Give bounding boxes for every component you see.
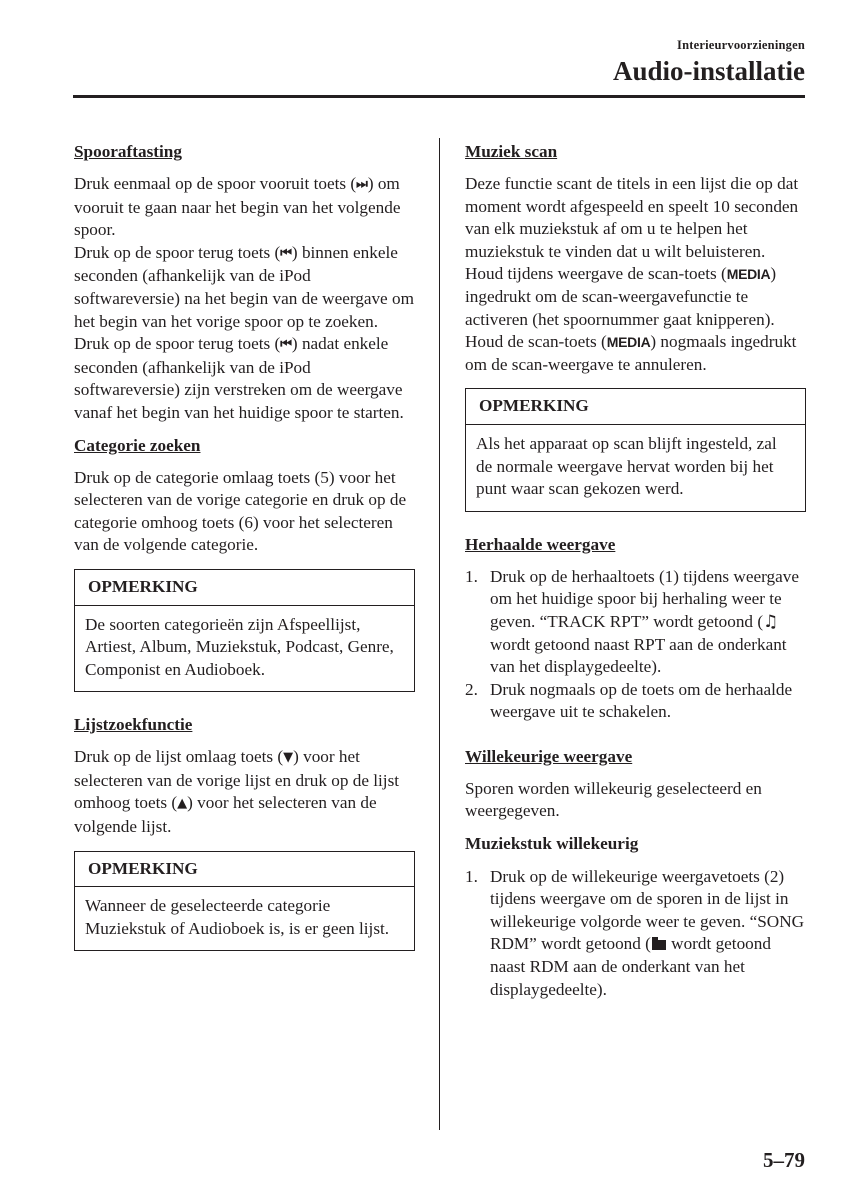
note-title: OPMERKING	[75, 570, 414, 606]
list-search-heading: Lijstzoekfunctie	[74, 715, 193, 735]
previous-track-icon: ⏮	[280, 245, 292, 261]
page-number: 5–79	[763, 1148, 805, 1172]
note-title: OPMERKING	[466, 389, 805, 425]
section-label: Interieurvoorzieningen	[677, 38, 805, 52]
header-rule	[73, 95, 805, 98]
note-box	[465, 388, 806, 511]
note-title: OPMERKING	[75, 852, 414, 888]
header-section	[613, 38, 805, 86]
track-scan-heading: Spooraftasting	[74, 142, 182, 161]
media-key-icon: MEDIA	[726, 266, 771, 283]
repeat-steps	[465, 566, 806, 724]
previous-track-icon: ⏮	[280, 337, 292, 353]
media-key-icon: MEDIA	[606, 334, 651, 351]
music-scan-heading: Muziek scan	[465, 142, 558, 161]
note-box	[74, 851, 415, 952]
music-note-icon: ♫	[763, 611, 779, 632]
list-item: 1. Druk op de willekeurige weergavetoets (2) tijdens weergave om de sporen in de lijst in willekeurige volgorde weer te geven. “SONG RDM” wordt getoond ( wordt getoond naast RDM aan de onderkant van het displaygedeelte).	[465, 866, 805, 999]
random-subheading: Muziekstuk willekeurig	[465, 834, 639, 854]
page-title: Audio-installatie	[612, 56, 805, 86]
next-track-icon: ⏭	[356, 177, 368, 192]
folder-icon	[652, 940, 666, 950]
right-column	[465, 141, 806, 1001]
category-search-heading: Categorie zoeken	[74, 435, 201, 455]
random-steps	[465, 866, 806, 1002]
repeat-heading: Herhaalde weergave	[465, 534, 616, 554]
list-item: 1. Druk op de herhaaltoets (1) tijdens weergave om het huidige spoor bij herhaling weer te geven. “TRACK RPT” wordt getoond (♫ wordt getoond naast RPT aan de onderkant van het displaygedeelte).	[465, 566, 799, 677]
random-para: Sporen worden willekeurig geselecteerd en weergegeven.	[465, 778, 762, 821]
music-scan-para-2: Houd tijdens weergave de scan-toets (MEDIA) ingedrukt om de scan-weergavefunctie te activeren (het spoornummer gaat knipperen). Houd de scan-toets (MEDIA) nogmaals ingedrukt om de scan-weergave te annuleren.	[465, 264, 797, 374]
track-scan-para-2: Druk op de spoor terug toets (⏮) binnen enkele seconden (afhankelijk van de iPod softwareversie) na het begin van de weergave om het begin van het vorige spoor op te zoeken.	[74, 242, 414, 331]
list-search-para: Druk op de lijst omlaag toets (▼) voor het selecteren van de vorige lijst en druk op de lijst omhoog toets (▲) voor het selecteren van de volgende lijst.	[74, 747, 400, 837]
category-search-para: Druk op de categorie omlaag toets (5) voor het selecteren van de vorige categorie en druk op de categorie omhoog toets (6) voor het selecteren van de volgende categorie.	[74, 467, 407, 555]
note-body: De soorten categorieën zijn Afspeellijst, Artiest, Album, Muziekstuk, Podcast, Genre, Componist en Audioboek.	[85, 614, 394, 679]
note-box	[74, 569, 415, 692]
track-scan-para-3: Druk op de spoor terug toets (⏮) nadat enkele seconden (afhankelijk van de iPod softwareversie) zijn verstreken om de weergave vanaf het begin van het huidige spoor te starten.	[74, 334, 404, 422]
up-arrow-icon: ▲	[177, 796, 188, 812]
random-heading: Willekeurige weergave	[465, 746, 633, 766]
list-item: 2. Druk nogmaals op de toets om de herhaalde weergave uit te schakelen.	[465, 679, 793, 722]
down-arrow-icon: ▼	[283, 750, 294, 766]
music-scan-para-1: Deze functie scant de titels in een lijst die op dat moment wordt afgespeeld en speelt 10 seconden van elk muziekstuk af om u te helpen het muziekstuk te vinden dat u wilt beluisteren.	[465, 174, 799, 261]
column-divider	[439, 138, 440, 1130]
track-scan-para-1: Druk eenmaal op de spoor vooruit toets (⏭) om vooruit te gaan naar het begin van het volgende spoor.	[74, 174, 401, 240]
note-body: Wanneer de geselecteerde categorie Muziekstuk of Audioboek is, is er geen lijst.	[85, 896, 390, 938]
note-body: Als het apparaat op scan blijft ingesteld, zal de normale weergave hervat worden bij het punt waar scan gekozen werd.	[476, 433, 777, 499]
left-column	[74, 141, 415, 951]
